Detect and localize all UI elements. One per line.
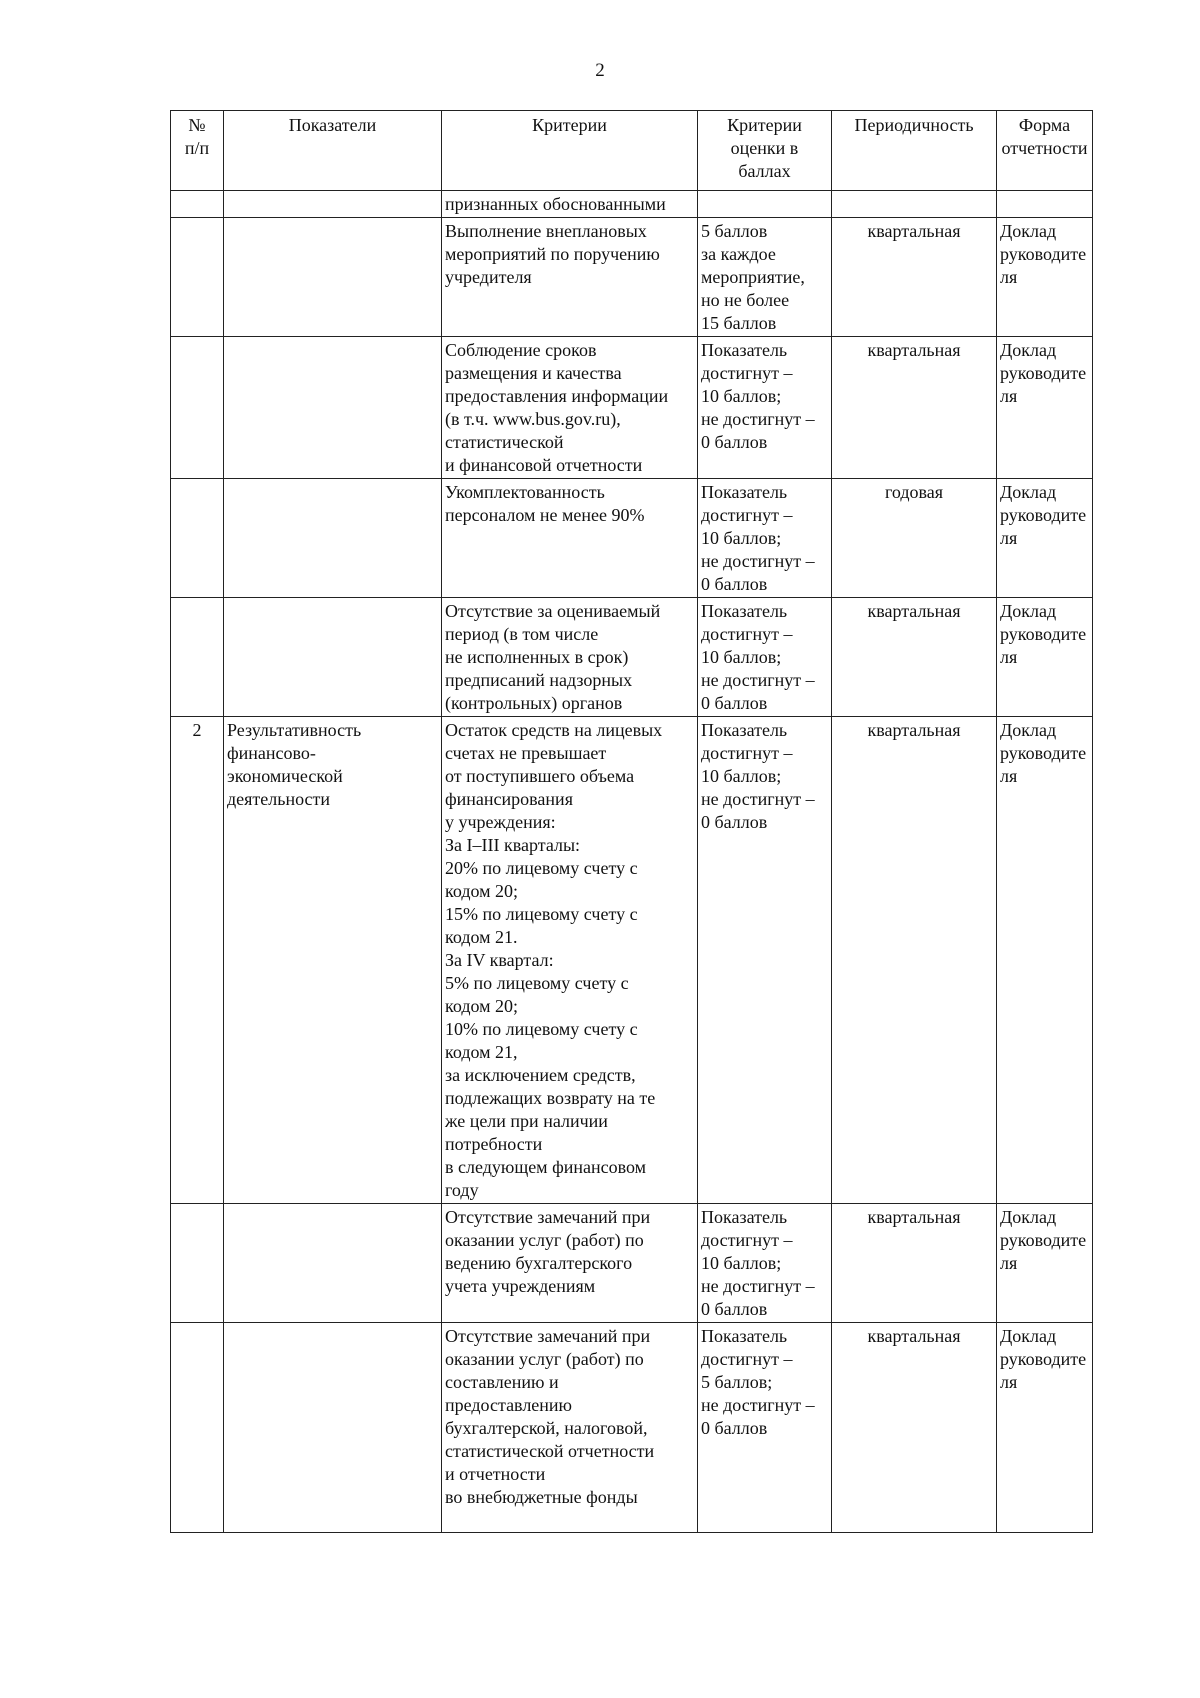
row-score: 5 баллов за каждое мероприятие, но не более 15 баллов xyxy=(698,218,832,337)
row-num xyxy=(171,479,224,598)
row-num xyxy=(171,1323,224,1533)
table-row xyxy=(171,191,1093,218)
row-form: Доклад руководителя xyxy=(997,1204,1093,1323)
row-score: Показатель достигнут – 10 баллов; не достигнут – 0 баллов xyxy=(698,337,832,479)
row-period xyxy=(832,191,997,218)
criteria-table xyxy=(170,110,1093,1533)
row-num xyxy=(171,598,224,717)
table-header-row xyxy=(171,111,1093,191)
table-row xyxy=(171,479,1093,598)
row-score: Показатель достигнут – 10 баллов; не достигнут – 0 баллов xyxy=(698,1204,832,1323)
table-row xyxy=(171,1204,1093,1323)
row-indicator xyxy=(224,191,442,218)
row-form: Доклад руководителя xyxy=(997,717,1093,1204)
row-period: квартальная xyxy=(832,1204,997,1323)
row-indicator xyxy=(224,1204,442,1323)
header-period: Периодичность xyxy=(832,111,997,191)
table-row xyxy=(171,337,1093,479)
row-period: квартальная xyxy=(832,1323,997,1533)
row-num xyxy=(171,191,224,218)
row-period: квартальная xyxy=(832,717,997,1204)
row-num xyxy=(171,218,224,337)
table-row xyxy=(171,1323,1093,1533)
page-number: 2 xyxy=(595,60,605,81)
row-indicator xyxy=(224,1323,442,1533)
row-form: Доклад руководителя xyxy=(997,1323,1093,1533)
row-period: квартальная xyxy=(832,598,997,717)
row-form xyxy=(997,191,1093,218)
table-row xyxy=(171,717,1093,1204)
row-score: Показатель достигнут – 10 баллов; не достигнут – 0 баллов xyxy=(698,598,832,717)
row-score xyxy=(698,191,832,218)
row-score: Показатель достигнут – 10 баллов; не достигнут – 0 баллов xyxy=(698,717,832,1204)
row-criteria: Выполнение внеплановых мероприятий по поручению учредителя xyxy=(442,218,698,337)
row-criteria: признанных обоснованными xyxy=(442,191,698,218)
row-period: квартальная xyxy=(832,337,997,479)
row-score: Показатель достигнут – 5 баллов; не достигнут – 0 баллов xyxy=(698,1323,832,1533)
header-form: Форма отчетности xyxy=(997,111,1093,191)
row-indicator xyxy=(224,337,442,479)
table-row xyxy=(171,598,1093,717)
row-num xyxy=(171,1204,224,1323)
header-score: Критерии оценки в баллах xyxy=(698,111,832,191)
header-criteria: Критерии xyxy=(442,111,698,191)
row-period: годовая xyxy=(832,479,997,598)
row-num: 2 xyxy=(171,717,224,1204)
row-score: Показатель достигнут – 10 баллов; не достигнут – 0 баллов xyxy=(698,479,832,598)
row-criteria: Отсутствие замечаний при оказании услуг (работ) по ведению бухгалтерского учета учреждениям xyxy=(442,1204,698,1323)
row-criteria: Остаток средств на лицевых счетах не превышает от поступившего объема финансирования у учреждения: За I–III кварталы: 20% по лицевому счету с кодом 20; 15% по лицевому счету с кодом 21. За IV квартал: 5% по лицевому счету с кодом 20; 10% по лицевому счету с кодом 21, за исключением средств, подлежащих возврату на те же цели при наличии потребности в следующем финансовом году xyxy=(442,717,698,1204)
row-form: Доклад руководителя xyxy=(997,218,1093,337)
row-indicator: Результативность финансово- экономической деятельности xyxy=(224,717,442,1204)
row-criteria: Укомплектованность персоналом не менее 90% xyxy=(442,479,698,598)
row-indicator xyxy=(224,479,442,598)
table-row xyxy=(171,218,1093,337)
row-indicator xyxy=(224,218,442,337)
header-indicator: Показатели xyxy=(224,111,442,191)
row-form: Доклад руководителя xyxy=(997,479,1093,598)
row-form: Доклад руководителя xyxy=(997,337,1093,479)
row-period: квартальная xyxy=(832,218,997,337)
row-criteria: Соблюдение сроков размещения и качества предоставления информации (в т.ч. www.bus.gov.ru), статистической и финансовой отчетности xyxy=(442,337,698,479)
row-criteria: Отсутствие за оцениваемый период (в том числе не исполненных в срок) предписаний надзорных (контрольных) органов xyxy=(442,598,698,717)
row-form: Доклад руководителя xyxy=(997,598,1093,717)
header-num: № п/п xyxy=(171,111,224,191)
row-num xyxy=(171,337,224,479)
row-criteria: Отсутствие замечаний при оказании услуг (работ) по составлению и предоставлению бухгалтерской, налоговой, статистической отчетности и отчетности во внебюджетные фонды xyxy=(442,1323,698,1533)
row-indicator xyxy=(224,598,442,717)
